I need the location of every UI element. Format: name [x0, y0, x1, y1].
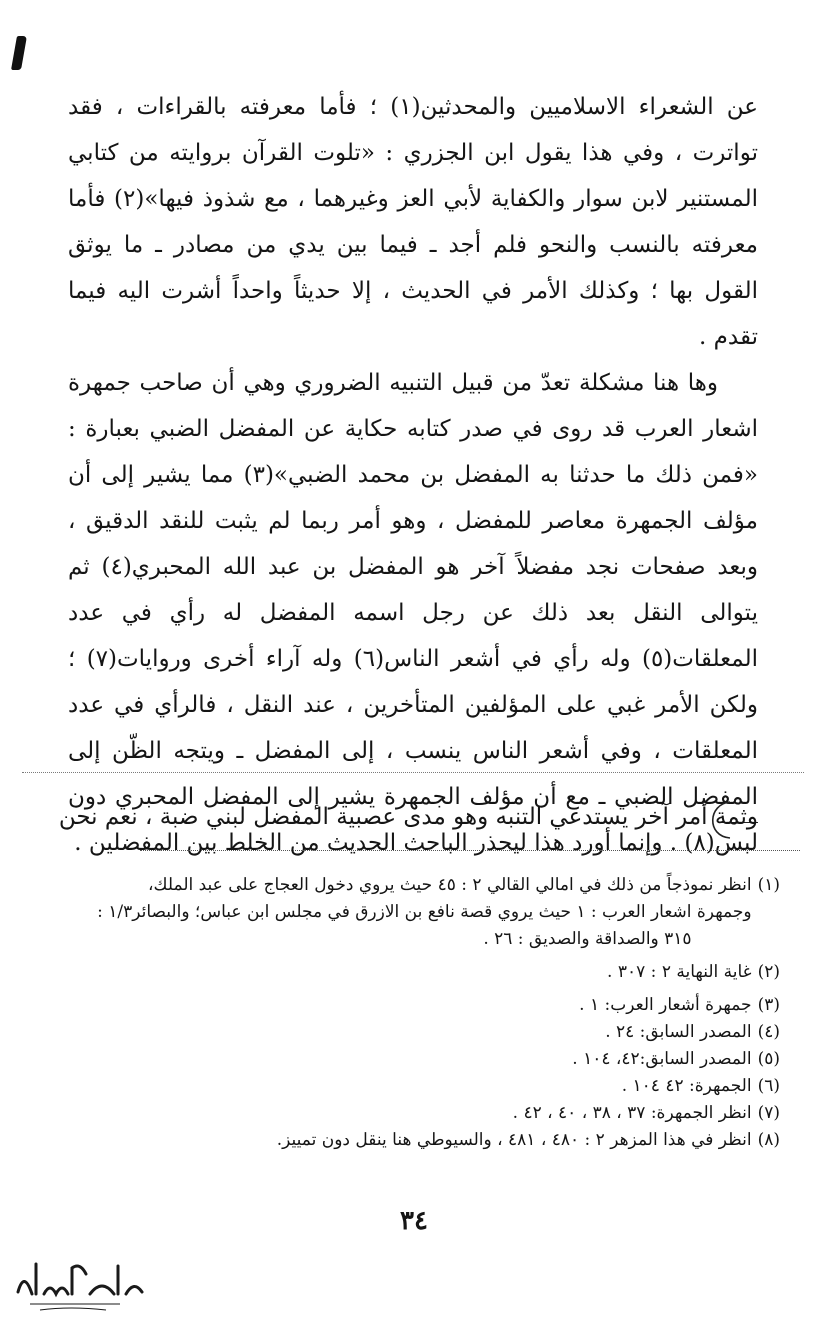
paragraph-2: وها هنا مشكلة تعدّ من قبيل التنبيه الضروري وهي أن صاحب جمهرة اشعار العرب قد روى في صدر كتابه حكاية عن المفضل الضبي بعبارة : «فمن ذلك ما حدثنا به المفضل بن محمد الضبي»(٣) مما يشير إلى أن مؤلف الجمهرة معاصر للمفضل ، وهو أمر ربما لم يثبت للنقد الدقيق ، وبعد صفحات نجد مفضلاً آخر هو المفضل بن عبد الله المحبري(٤) ثم يتوالى النقل بعد ذلك عن رجل اسمه المفضل له رأي في عدد المعلقات(٥) وله رأي في أشعر الناس(٦) وله آراء أخرى وروايات(٧) ؛ ولكن الأمر غبي على المؤلفين المتأخرين ، عند النقل ، فالرأي في عدد المعلقات ، وفي أشعر الناس ينسب ، إلى المفضل ـ ويتجه الظّن إلى المفضل الضبي ـ مع أن مؤلف الجمهرة يشير إلى المفضل المحبري دون لبس(٨) . وإنما أورد هذا ليحذر الباحث الحديث من الخلط بين المفضلين . [68, 370, 759, 856]
footnote-number: (٧) [757, 1103, 780, 1123]
footnote-number: (٤) [757, 1022, 780, 1042]
footnote-8 [60, 1127, 780, 1154]
paragraph-1: عن الشعراء الاسلاميين والمحدثين(١) ؛ فأما معرفته بالقراءات ، فقد تواترت ، وفي هذا يقول ابن الجزري : «تلوت القرآن بروايته من كتابي المستنير لابن سوار والكفاية لأبي العز وغيرهما ، مع شذوذ فيها»(٢) فأما معرفته بالنسب والنحو فلم أجد ـ فيما بين يدي من مصادر ـ ما يوثق القول بها ؛ وكذلك الأمر في الحديث ، إلا حديثاً واحداً أشرت اليه فيما تقدم . [68, 94, 759, 350]
footnote-4 [60, 1019, 780, 1046]
page-number: ٣٤ [400, 1206, 428, 1236]
main-text [58, 84, 759, 866]
footnote-1 [60, 872, 780, 953]
footnote-number: (٨) [757, 1130, 780, 1150]
footnote-line: الجمهرة: ٤٢ ١٠٤ . [621, 1076, 752, 1096]
footnote-number: (٦) [757, 1076, 780, 1096]
footnote-3 [60, 992, 780, 1019]
overlay-text-line: وثمة أمر آخر يستدعي التنبه وهو مدى عصبية المفضل لبني ضبة ، نعم نحن [58, 804, 758, 830]
footnote-line: انظر نموذجاً من ذلك في امالي القالي ٢ : ٤٥ حيث يروي دخول العجاج على عبد الملك، [148, 875, 752, 895]
footnote-2 [60, 959, 780, 986]
footnote-line: انظر في هذا المزهر ٢ : ٤٨٠ ، ٤٨١ ، والسيوطي هنا ينقل دون تمييز. [276, 1130, 752, 1150]
footnote-number: (٣) [757, 995, 780, 1015]
footnote-7 [60, 1100, 780, 1127]
footnote-line: جمهرة أشعار العرب: ١ . [579, 995, 752, 1015]
footnote-line: انظر الجمهرة: ٣٧ ، ٣٨ ، ٤٠ ، ٤٢ . [512, 1103, 752, 1123]
footnote-line: المصدر السابق:٤٢، ١٠٤ . [572, 1049, 752, 1069]
footnote-number: (١) [757, 875, 780, 895]
corner-scan-mark [11, 36, 27, 70]
footnotes [60, 872, 780, 1154]
footnote-line: وجمهرة اشعار العرب : ١ حيث يروي قصة نافع بن الازرق في مجلس ابن عباس؛ والبصائر١/٣ : [97, 902, 752, 922]
footnote-6 [60, 1073, 780, 1100]
footnote-number: (٥) [757, 1049, 780, 1069]
watermark-stamp-logo [10, 1252, 150, 1316]
footnote-line: المصدر السابق: ٢٤ . [605, 1022, 752, 1042]
footnote-line: ٣١٥ والصداقة والصديق : ٢٦ . [483, 929, 692, 949]
footnote-separator [140, 850, 800, 851]
footnote-number: (٢) [757, 962, 780, 982]
footnote-line: غاية النهاية ٢ : ٣٠٧ . [607, 962, 752, 982]
fold-line [22, 772, 804, 773]
footnote-5 [60, 1046, 780, 1073]
